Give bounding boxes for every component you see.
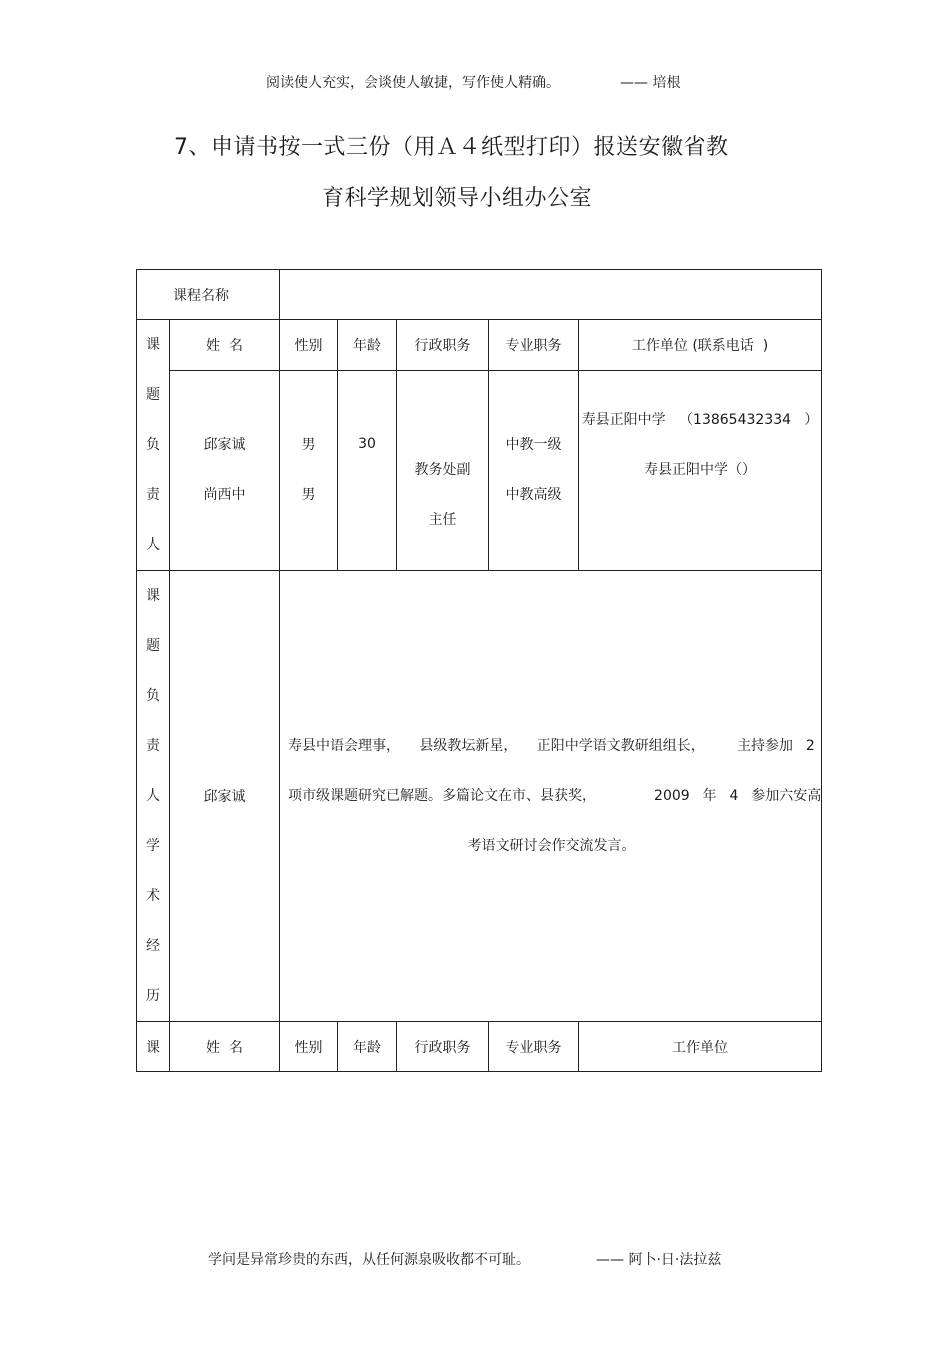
col-header-prof-post: 专业职务 — [489, 320, 579, 371]
leader-prof-post: 中教一级 — [505, 437, 562, 454]
header-quote: 阅读使人充实，会谈使人敏捷，写作使人精确。 — [266, 75, 560, 91]
leader-names-cell — [170, 370, 280, 570]
leader-admin-post: 主任 — [428, 512, 457, 529]
col-header-admin-post: 行政职务 — [397, 320, 489, 371]
member-col-header-gender: 性别 — [280, 1022, 338, 1072]
page-title-line2: 育科学规划领导小组办公室 — [322, 186, 593, 211]
leader-prof-post: 中教高级 — [505, 487, 562, 504]
leader-age-cell — [338, 370, 397, 570]
course-name-label: 课程名称 — [137, 270, 280, 320]
leader-section-char: 题 — [146, 387, 160, 403]
leader-name: 尚西中 — [203, 487, 246, 504]
footer-author: —— 阿卜·日·法拉兹 — [596, 1252, 722, 1268]
col-header-age: 年龄 — [338, 320, 397, 371]
experience-text-line: 考语文研讨会作交流发言。 — [467, 838, 636, 854]
leader-gender: 男 — [301, 437, 316, 454]
experience-section-char: 责 — [146, 738, 160, 754]
experience-section-char: 题 — [146, 638, 160, 654]
page-title-line1: 7、申请书按一式三份（用Ａ４纸型打印）报送安徽省教 — [174, 135, 729, 160]
header-author: —— 培根 — [620, 75, 681, 91]
col-header-name: 姓 名 — [170, 320, 280, 371]
experience-section-char: 负 — [146, 688, 160, 704]
experience-section-char: 课 — [146, 588, 160, 604]
leader-age: 30 — [358, 435, 376, 452]
leader-admin-post-cell — [397, 370, 489, 570]
experience-text-line: 寿县中语会理事， 县级教坛新星， 正阳中学语文教研组组长， 主持参加 2 — [288, 738, 815, 754]
leader-admin-post: 教务处副 — [414, 462, 471, 479]
experience-section-char: 术 — [146, 888, 160, 904]
member-section-label: 课 — [137, 1022, 170, 1072]
experience-section-label — [137, 571, 170, 1022]
leader-name: 邱家诚 — [203, 437, 246, 454]
leader-workplace: 寿县正阳中学（） — [644, 461, 757, 478]
col-header-gender: 性别 — [280, 320, 338, 371]
experience-section-char: 学 — [146, 838, 160, 854]
leader-section-char: 责 — [146, 487, 160, 503]
experience-name: 邱家诚 — [170, 571, 280, 1022]
application-form-table — [136, 269, 822, 1072]
member-col-header-admin-post: 行政职务 — [397, 1022, 489, 1072]
footer-quote: 学问是异常珍贵的东西，从任何源泉吸收都不可耻。 — [208, 1252, 530, 1268]
experience-section-char: 经 — [146, 938, 160, 954]
member-col-header-workplace: 工作单位 — [579, 1022, 822, 1072]
leader-workplaces-cell — [579, 370, 822, 570]
leader-section-label — [137, 320, 170, 571]
member-col-header-name: 姓 名 — [170, 1022, 280, 1072]
leader-section-char: 人 — [146, 537, 160, 553]
experience-section-char: 历 — [146, 988, 160, 1004]
leader-section-char: 课 — [146, 337, 160, 353]
member-col-header-prof-post: 专业职务 — [489, 1022, 579, 1072]
leader-prof-posts-cell — [489, 370, 579, 570]
course-name-value[interactable] — [280, 270, 822, 320]
leader-genders-cell — [280, 370, 338, 570]
leader-section-char: 负 — [146, 437, 160, 453]
leader-gender: 男 — [301, 487, 316, 504]
experience-text-line: 项市级课题研究已解题。多篇论文在市、县获奖， 2009 年 4 参加六安高 — [288, 788, 822, 804]
member-col-header-age: 年龄 — [338, 1022, 397, 1072]
experience-section-char: 人 — [146, 788, 160, 804]
leader-workplace: 寿县正阳中学 （13865432334 ） — [581, 411, 819, 428]
col-header-workplace-phone: 工作单位 (联系电话 ) — [579, 320, 822, 371]
experience-text-cell — [280, 571, 822, 1022]
